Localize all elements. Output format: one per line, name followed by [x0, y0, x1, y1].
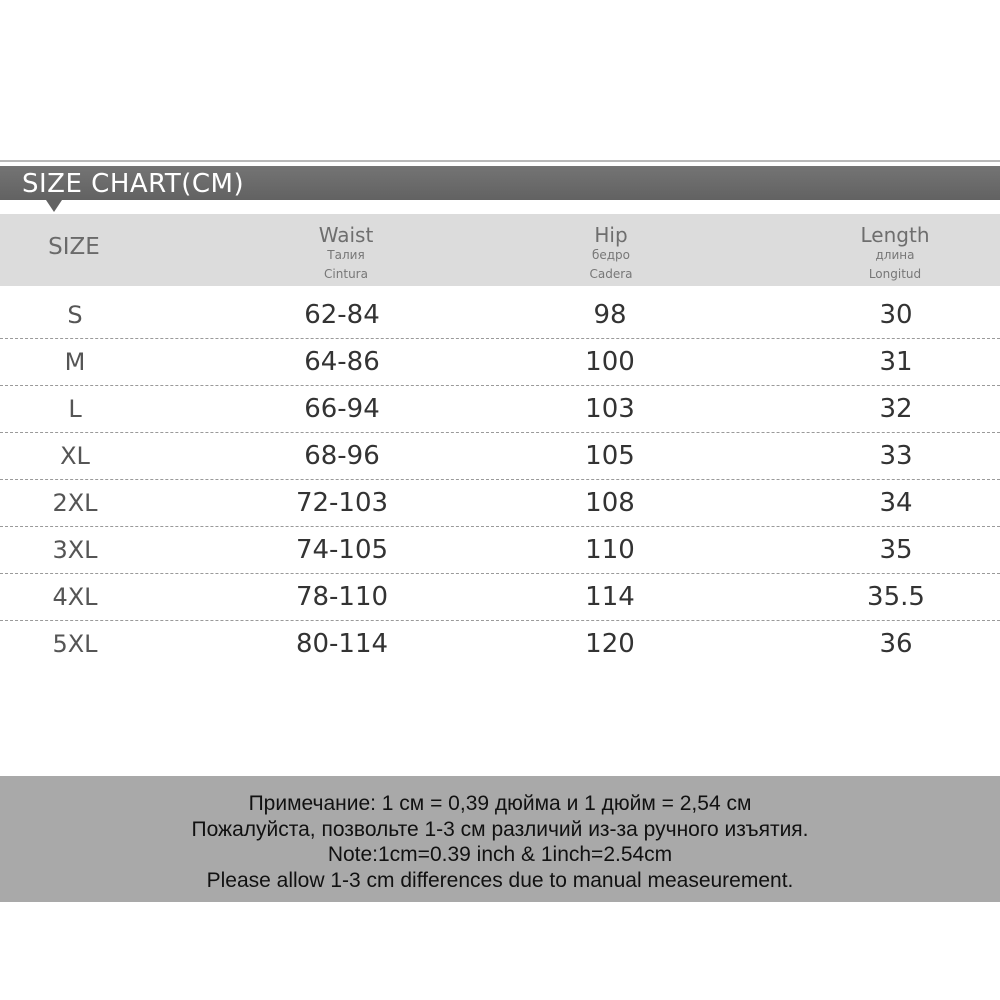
header-hip — [589, 214, 632, 286]
length-cell: 31 — [879, 347, 913, 377]
header-waist — [319, 214, 374, 286]
size-cell: 3XL — [52, 536, 98, 564]
length-cell: 35 — [879, 535, 913, 565]
waist-cell: 72-103 — [295, 488, 389, 518]
title-bar — [0, 166, 1000, 200]
size-cell: L — [68, 395, 82, 423]
header-size: SIZE — [48, 234, 100, 260]
length-cell: 33 — [879, 441, 913, 471]
table-row — [0, 527, 1000, 574]
waist-cell: 78-110 — [295, 582, 389, 612]
header-hip-label: Hip — [594, 223, 628, 247]
size-cell: XL — [60, 442, 90, 470]
hip-cell: 103 — [585, 394, 635, 424]
header-length — [861, 214, 930, 286]
note-line-ru-tolerance: Пожалуйста, позвольте 1-3 см различий из-за ручного изъятия. — [191, 817, 809, 841]
hip-cell: 120 — [585, 629, 635, 659]
length-cell: 34 — [879, 488, 913, 518]
hip-cell: 108 — [585, 488, 635, 518]
header-hip-es: Cadera — [589, 267, 633, 281]
size-cell: 5XL — [52, 630, 98, 658]
table-row — [0, 292, 1000, 339]
waist-cell: 68-96 — [304, 441, 380, 471]
table-row — [0, 574, 1000, 621]
size-cell: 2XL — [52, 489, 98, 517]
table-row — [0, 433, 1000, 480]
size-cell: M — [64, 348, 86, 376]
note-line-en-tolerance: Please allow 1-3 cm differences due to manual measeurement. — [206, 868, 794, 892]
header-waist-label: Waist — [318, 223, 374, 247]
title-pointer — [46, 200, 62, 212]
hip-cell: 105 — [585, 441, 635, 471]
header-waist-ru: Талия — [327, 248, 365, 262]
header-length-label: Length — [860, 223, 930, 247]
waist-cell: 74-105 — [295, 535, 389, 565]
waist-cell: 62-84 — [304, 300, 380, 330]
hip-cell: 114 — [585, 582, 635, 612]
size-cell: S — [67, 301, 83, 329]
length-cell: 32 — [879, 394, 913, 424]
hip-cell: 110 — [585, 535, 635, 565]
hip-cell: 98 — [593, 300, 627, 330]
note-line-ru-conversion: Примечание: 1 см = 0,39 дюйма и 1 дюйм = 2,54 см — [248, 792, 752, 815]
top-rule — [0, 160, 1000, 162]
table-row — [0, 621, 1000, 668]
table-header — [0, 214, 1000, 286]
header-hip-ru: бедро — [591, 248, 631, 262]
header-waist-es: Cintura — [324, 267, 368, 281]
chart-title: SIZE CHART(CM) — [22, 169, 245, 199]
note-lines — [0, 791, 1000, 893]
length-cell: 30 — [879, 300, 913, 330]
table-row — [0, 339, 1000, 386]
header-length-ru: длина — [875, 248, 915, 262]
note-box — [0, 776, 1000, 902]
table-row — [0, 386, 1000, 433]
size-cell: 4XL — [52, 583, 98, 611]
waist-cell: 66-94 — [304, 394, 380, 424]
note-line-en-conversion: Note:1cm=0.39 inch & 1inch=2.54cm — [327, 843, 673, 866]
hip-cell: 100 — [585, 347, 635, 377]
length-cell: 35.5 — [867, 582, 925, 612]
table-row — [0, 480, 1000, 527]
header-length-es: Longitud — [868, 267, 922, 281]
waist-cell: 64-86 — [304, 347, 380, 377]
waist-cell: 80-114 — [295, 629, 389, 659]
length-cell: 36 — [879, 629, 913, 659]
